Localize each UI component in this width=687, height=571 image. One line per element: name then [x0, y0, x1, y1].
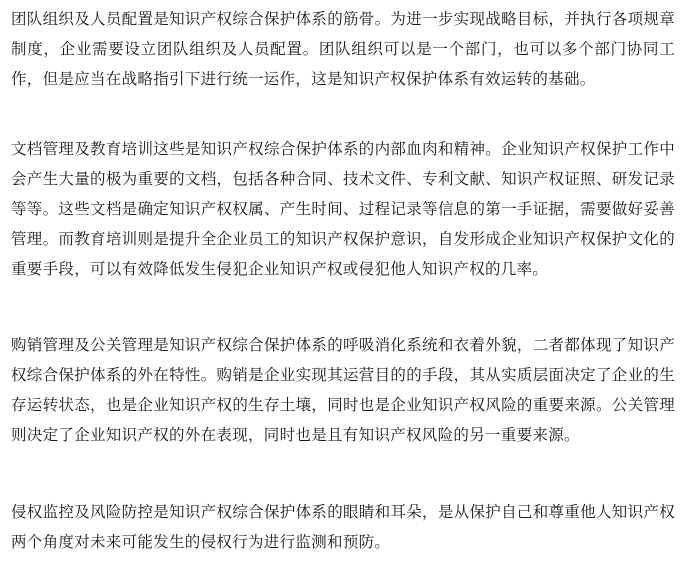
paragraph-purchase-pr: 购销管理及公关管理是知识产权综合保护体系的呼吸消化系统和衣着外貌，二者都体现了知识产权综合保护体系的外在特性。购销是企业实现其运营目的的手段，其从实质层面决定了企业的生存运转状态，也是企业知识产权的生存土壤，同时也是企业知识产权风险的重要来源。公关管理则决定了企业知识产权的外在表现，同时也是且有知识产权风险的另一重要来源。	[11, 336, 675, 444]
paragraph-monitoring-risk: 侵权监控及风险防控是知识产权综合保护体系的眼睛和耳朵，是从保护自己和尊重他人知识产权两个角度对未来可能发生的侵权行为进行监测和预防。	[11, 503, 675, 551]
paragraph-team-organization: 团队组织及人员配置是知识产权综合保护体系的筋骨。为进一步实现战略目标，并执行各项规章制度，企业需要设立团队组织及人员配置。团队组织可以是一个部门，也可以多个部门协同工作，但是应当在战略指引下进行统一运作，这是知识产权保护体系有效运转的基础。	[11, 10, 675, 88]
paragraph-document-training: 文档管理及教育培训这些是知识产权综合保护体系的内部血肉和精神。企业知识产权保护工作中会产生大量的极为重要的文档，包括各种合同、技术文件、专利文献、知识产权证照、研发记录等等。这些文档是确定知识产权权属、产生时间、过程记录等信息的第一手证据，需要做好妥善管理。而教育培训则是提升全企业员工的知识产权保护意识，自发形成企业知识产权保护文化的重要手段，可以有效降低发生侵犯企业知识产权或侵犯他人知识产权的几率。	[11, 140, 675, 278]
